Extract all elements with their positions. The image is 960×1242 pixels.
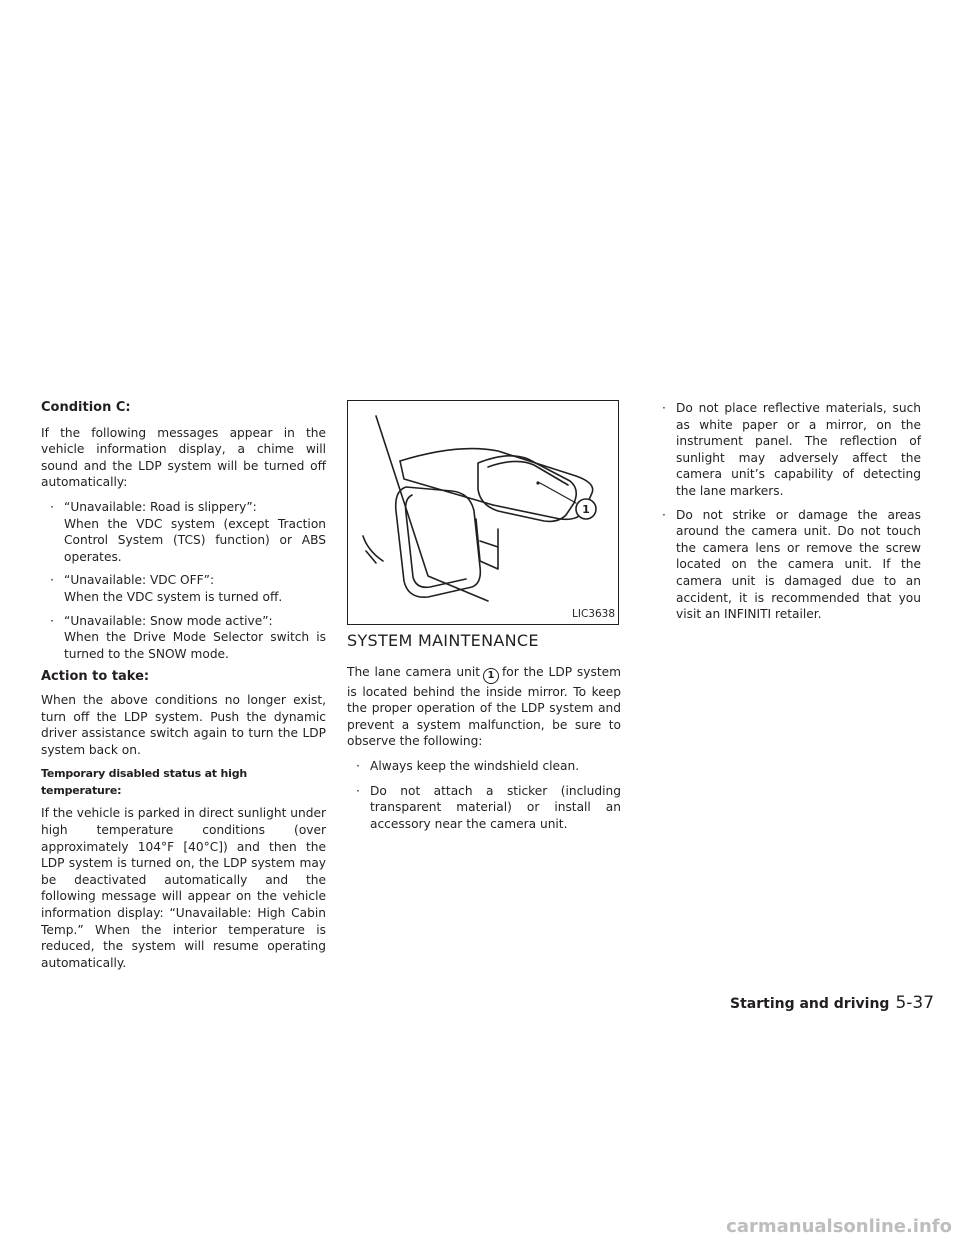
camera-figure [347, 400, 619, 625]
list-item-text: Do not strike or damage the areas around the camera unit. Do not touch the camera lens or remove the screw located on the camera unit. If the camera unit is damaged due to an accident, it is recommended that you visit an INFINITI retailer. [676, 507, 921, 622]
list-item-text: Always keep the windshield clean. [370, 758, 580, 773]
figure-code: LIC3638 [572, 608, 615, 621]
callout-1-label: 1 [582, 503, 590, 516]
list-item [41, 499, 326, 565]
message-text: “Unavailable: Snow mode active”: [64, 613, 273, 628]
intro-after: for the LDP system is located behind the inside mirror. To keep the proper operation of the LDP system and prevent a system malfunction, be sure to observe the following: [347, 664, 621, 749]
footer-section-name: Starting and driving [730, 996, 890, 1012]
middle-column [347, 400, 621, 839]
message-text: “Unavailable: VDC OFF”: [64, 573, 215, 588]
list-item [347, 783, 621, 833]
callout-1-icon: 1 [483, 668, 499, 684]
condition-c-list [41, 499, 326, 662]
inside-mirror-illustration [348, 401, 618, 624]
maintenance-list [347, 758, 621, 832]
page-number: 5-37 [895, 993, 935, 1013]
watermark: carmanualsonline.info [726, 1216, 952, 1237]
list-item [653, 507, 921, 623]
temp-heading: Temporary disabled status at high temperature: [41, 767, 248, 797]
condition-c-intro: If the following messages appear in the vehicle information display, a chime will sound and the LDP system will be turned off automatically: [41, 425, 326, 490]
message-text: “Unavailable: Road is slippery”: [64, 499, 257, 514]
message-detail: When the VDC system is turned off. [64, 589, 283, 604]
maintenance-list-continued [653, 400, 921, 623]
list-item-text: Do not attach a sticker (including transparent material) or install an accessory near the camera unit. [370, 783, 621, 831]
list-item [347, 758, 621, 775]
bullet-icon: · [50, 499, 54, 514]
temp-text: If the vehicle is parked in direct sunlight under high temperature conditions (over approximately 104°F [40°C]) and then the LDP system is turned on, the LDP system may be deactivated automatically and the following message will appear on the vehicle information display: “Unavailable: High Cabin Temp.” When the interior temperature is reduced, the system will resume operating automatically. [41, 806, 326, 970]
action-heading: Action to take: [41, 669, 150, 685]
bullet-icon: · [662, 401, 666, 415]
right-column [653, 400, 921, 630]
message-detail: When the Drive Mode Selector switch is turned to the SNOW mode. [64, 630, 326, 661]
condition-c-heading: Condition C: [41, 400, 131, 415]
action-text: When the above conditions no longer exist, turn off the LDP system. Push the dynamic driver assistance switch again to turn the LDP system back on. [41, 692, 326, 757]
section-title: SYSTEM MAINTENANCE [347, 631, 539, 650]
bullet-icon: · [356, 758, 360, 773]
page-footer [730, 993, 934, 1013]
list-item [41, 613, 326, 663]
left-column [41, 400, 326, 979]
list-item [41, 572, 326, 605]
bullet-icon: · [356, 783, 360, 798]
maintenance-intro [347, 664, 621, 750]
list-item-text: Do not place reflective materials, such as white paper or a mirror, on the instrument panel. The reflection of sunlight may adversely affect the camera unit’s capability of detecting the lane markers. [676, 401, 921, 498]
bullet-icon: · [50, 613, 54, 628]
bullet-icon: · [50, 573, 54, 588]
intro-before: The lane camera unit [347, 664, 481, 679]
list-item [653, 400, 921, 500]
message-detail: When the VDC system (except Traction Control System (TCS) function) or ABS operates. [64, 516, 326, 564]
bullet-icon: · [662, 507, 666, 522]
